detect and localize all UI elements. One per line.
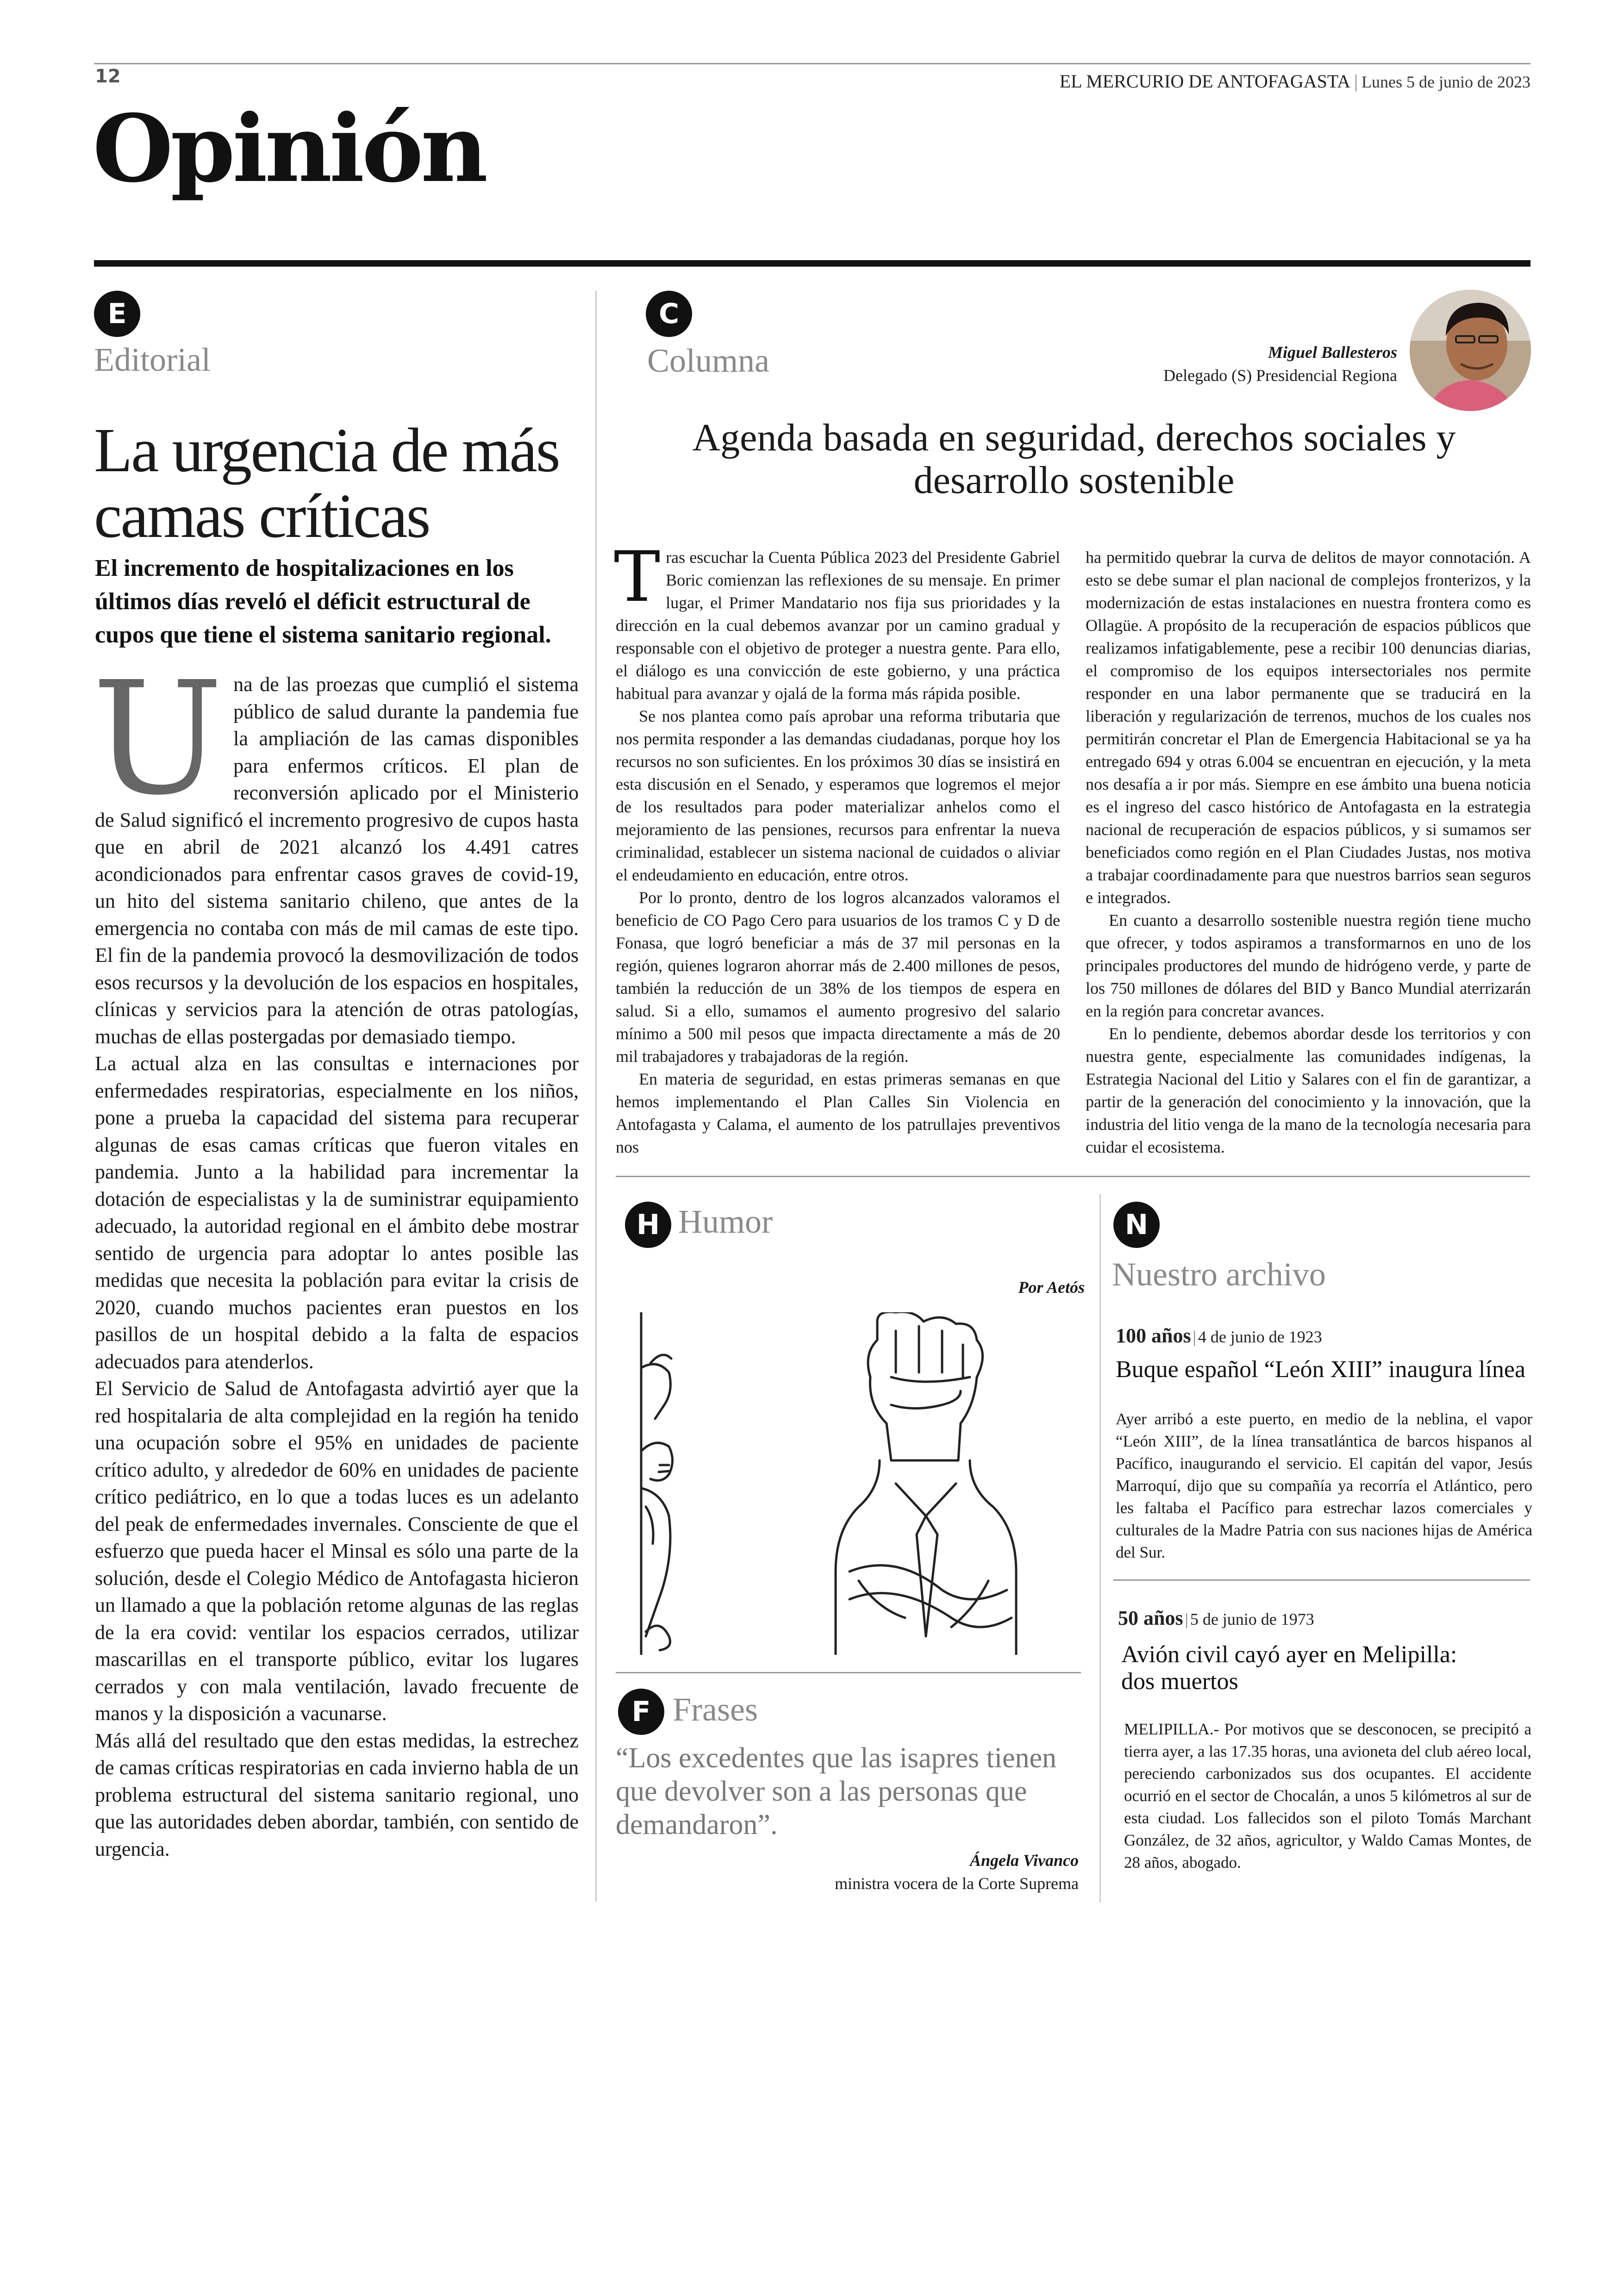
issue-date: Lunes 5 de junio de 2023 <box>1362 73 1530 91</box>
column-bottom-rule <box>616 1176 1530 1177</box>
archive-label: Nuestro archivo <box>1112 1256 1326 1293</box>
newspaper-name: EL MERCURIO DE ANTOFAGASTA <box>1059 71 1351 92</box>
editorial-body <box>92 649 579 1863</box>
column-divider-left <box>595 291 597 1902</box>
column-paragraph: En materia de seguridad, en estas primeras semanas en que hemos implementando el Plan Calles Sin Violencia en Antofagasta y Calama, el aumento de los patrullajes preventivos nos <box>616 1070 1060 1156</box>
archive-date: 5 de junio de 1973 <box>1190 1610 1314 1628</box>
frases-author: Ángela Vivanco <box>969 1851 1079 1870</box>
editorial-paragraph: La actual alza en las consultas e internaciones por enfermedades respiratorias, especialmente en los niños, pone a prueba la capacidad del sistema para recuperar algunas de esas camas críticas que fueron vitales en pandemia. Junto a la habilidad para incrementar la dotación de especialistas y la de suministrar equipamiento adecuado, la autoridad regional en el ámbito debe mostrar sentido de urgencia para adoptar lo antes posible las medidas que necesita la población para evitar la crisis de 2020, cuando muchos pacientes eran puestos en los pasillos de un hospital debido a la falta de espacios adecuados para atenderlos. <box>95 1052 579 1373</box>
archive-date: 4 de junio de 1923 <box>1198 1328 1322 1346</box>
column-author-name: Miguel Ballesteros <box>1268 343 1397 362</box>
humor-badge: H <box>625 1202 671 1248</box>
frases-author-role: ministra vocera de la Corte Suprema <box>835 1874 1079 1893</box>
column-divider-right <box>1099 1194 1101 1902</box>
column-paragraph: ha permitido quebrar la curva de delitos de mayor connotación. A esto se debe sumar el plan nacional de complejos fronterizos, y la modernización de estas instalaciones en nuestra frontera como es Ollagüe. A propósito de la recuperación de espacios públicos que realizamos infatigablemente, pese a recibir 100 denuncias diarias, el compromiso de los equipos intersectoriales nos permite responder en una labor permanente que se traducirá en la liberación y regularización de terrenos, muchos de los cuales nos permitirán concretar el Plan de Emergencia Habitacional se ya ha entregado 694 y otras 6.004 se encuentran en ejecución, y la meta nos desafía a ir por más. Siempre en ese ámbito una buena noticia es el ingreso del casco histórico de Antofagasta en la estrategia nacional de recuperación de espacios públicos, y si sumamos ser beneficiados como región en el Plan Ciudades Justas, nos motiva a trabajar coordinadamente para que nuestros barrios sean seguros e integrados. <box>1086 548 1531 907</box>
page-number: 12 <box>95 66 121 87</box>
column-body-left <box>614 537 1060 1159</box>
column-badge: C <box>646 291 692 337</box>
frases-quote: “Los excedentes que las isapres tienen que devolver son a las personas que demandaron”. <box>616 1742 1057 1840</box>
section-divider <box>94 260 1530 267</box>
header-rule <box>94 63 1530 64</box>
column-paragraph: En lo pendiente, debemos abordar desde los territorios y con nuestra gente, especialmente las comunidades indígenas, la Estrategia Nacional del Litio y Salares con el fin de garantizar, a partir de la generación del conocimiento y la innovación, que la industria del litio venga de la mano de la tecnología necesaria para cuidar el ecosistema. <box>1086 1024 1531 1156</box>
humor-bottom-rule <box>616 1672 1081 1673</box>
masthead: EL MERCURIO DE ANTOFAGASTA | Lunes 5 de junio de 2023 <box>1059 71 1530 92</box>
frases-label: Frases <box>673 1691 758 1728</box>
archive-badge: N <box>1113 1202 1160 1248</box>
column-label: Columna <box>647 342 769 379</box>
archive-item-meta: 50 años | 5 de junio de 1973 <box>1118 1607 1314 1629</box>
column-body-right <box>1086 546 1531 1159</box>
humor-byline: Por Aetós <box>1018 1278 1085 1297</box>
column-paragraph: ras escuchar la Cuenta Pública 2023 del Presidente Gabriel Boric comienzan las reflexiones de su mensaje. En primer lugar, el Primer Mandatario nos fija sus prioridades y la dirección en la cual debemos avanzar por un camino gradual y responsable con el objetivo de proteger a nuestra gente. Para ello, el diálogo es una convicción de este gobierno, y una práctica habitual para avanzar y ojalá de la forma más rápida posible. <box>616 548 1060 703</box>
archive-headline: Buque español “León XIII” inaugura línea <box>1116 1356 1526 1383</box>
archive-years: 100 años <box>1116 1324 1191 1347</box>
frases-badge: F <box>618 1689 664 1735</box>
archive-headline: Avión civil cayó ayer en Melipilla: dos muertos <box>1121 1641 1457 1695</box>
humor-label: Humor <box>678 1203 773 1240</box>
editorial-label: Editorial <box>94 341 211 378</box>
column-paragraph: En cuanto a desarrollo sostenible nuestra región tiene mucho que ofrecer, y todos aspiramos a transformarnos en uno de los principales productores del mundo de hidrógeno verde, y parte de los 750 millones de dólares del BID y Banco Mundial aterrizarán en la región para concretar avances. <box>1086 911 1531 1020</box>
archive-item-rule <box>1113 1579 1530 1581</box>
editorial-paragraph: Más allá del resultado que den estas medidas, la estrechez de camas críticas respiratorias en cada invierno habla de un problema estructural del sistema sanitario regional, uno que las autoridades deben abordar, también, con sentido de urgencia. <box>95 1729 579 1860</box>
editorial-badge: E <box>94 291 140 337</box>
section-title: Opinión <box>93 94 486 203</box>
editorial-paragraph: na de las proezas que cumplió el sistema público de salud durante la pandemia fue la ampliación de las camas disponibles para enfermos críticos. El plan de reconversión aplicado por el Ministerio de Salud significó el incremento progresivo de cupos hasta que en abril de 2021 alcanzó los 4.491 catres acondicionados para enfrentar casos graves de covid-19, un hito del sistema sanitario chileno, que antes de la emergencia no contaba con más de mil camas de este tipo. El fin de la pandemia provocó la desmovilización de todos esos recursos y la devolución de los espacios en hospitales, clínicas y servicios para la atención de otras patologías, muchas de ellas postergadas por demasiado tiempo. <box>95 673 579 1048</box>
column-drop-cap: T <box>614 537 661 617</box>
editorial-deck: El incremento de hospitalizaciones en los últimos días reveló el déficit estructural de cupos que tiene el sistema sanitario regional. <box>95 555 551 648</box>
column-headline: Agenda basada en seguridad, derechos sociales y desarrollo sostenible <box>692 416 1456 502</box>
column-author-role: Delegado (S) Presidencial Regiona <box>1163 366 1397 385</box>
archive-body: Ayer arribó a este puerto, en medio de la neblina, el vapor “León XIII”, de la línea transatlántica de barcos hispanos al Pacífico, inaugurando el servicio. El capitán del vapor, Jesús Marroquí, dijo que su compañía ya recorría el Atlántico, pero les faltaba el Pacífico para estrechar lazos comerciales y culturales de la Madre Patria con sus naciones hijas de América del Sur. <box>1116 1410 1532 1561</box>
column-paragraph: Se nos plantea como país aprobar una reforma tributaria que nos permita responder a las demandas ciudadanas, porque hoy los recursos no son suficientes. En los próximos 30 días se insistirá en esta discusión en el Senado, y esperamos que logremos el mejor de los resultados para poder materializar anhelos como el mejoramiento de las pensiones, recursos para enfrentar la nueva criminalidad, establecer un sistema nacional de cuidados o aliviar el endeudamiento en educación, entre otros. <box>616 707 1060 884</box>
archive-years: 50 años <box>1118 1607 1183 1629</box>
editorial-paragraph: El Servicio de Salud de Antofagasta advirtió ayer que la red hospitalaria de alta complejidad en la región ha tenido una ocupación sobre el 95% en unidades de paciente crítico adulto, y alrededor de 60% en unidades de paciente crítico pediátrico, en lo que a todas luces es un adelanto del peak de enfermedades invernales. Consciente de que el esfuerzo que pueda hacer el Minsal es sólo una parte de la solución, desde el Colegio Médico de Antofagasta hicieron un llamado a que la población retome algunas de las reglas de la era covid: ventilar los espacios cerrados, utilizar mascarillas en el transporte público, evitar los lugares cerrados y con mala ventilación, lavado frecuente de manos y la disposición a vacunarse. <box>95 1377 579 1725</box>
column-paragraph: Por lo pronto, dentro de los logros alcanzados valoramos el beneficio de CO Pago Cero para usuarios de los tramos C y D de Fonasa, que logró beneficiar a más de 37 mil personas en la región, quienes lograron ahorrar más de 2.400 millones de pesos, también la reducción de un 38% de los tiempos de espera en salud. Si a ello, sumamos el aumento progresivo del salario mínimo a 500 mil pesos que impacta directamente a más de 20 mil trabajadores y trabajadoras de la región. <box>616 888 1060 1066</box>
author-photo <box>1410 290 1531 411</box>
archive-item-meta: 100 años | 4 de junio de 1923 <box>1116 1324 1322 1347</box>
editorial-drop-cap: U <box>92 649 224 829</box>
editorial-headline: La urgencia de más camas críticas <box>94 416 559 551</box>
cartoon-illustration <box>618 1312 1081 1655</box>
archive-body: MELIPILLA.- Por motivos que se desconocen, se precipitó a tierra ayer, a las 17.35 horas, una avioneta del club aéreo local, pereciendo carbonizados sus dos ocupantes. El accidente ocurrió en el sector de Chocalán, a unos 5 kilómetros al sur de esta ciudad. Los fallecidos son el piloto Tomás Marchant González, de 32 años, agricultor, y Waldo Camas Montes, de 28 años, abogado. <box>1124 1720 1532 1871</box>
